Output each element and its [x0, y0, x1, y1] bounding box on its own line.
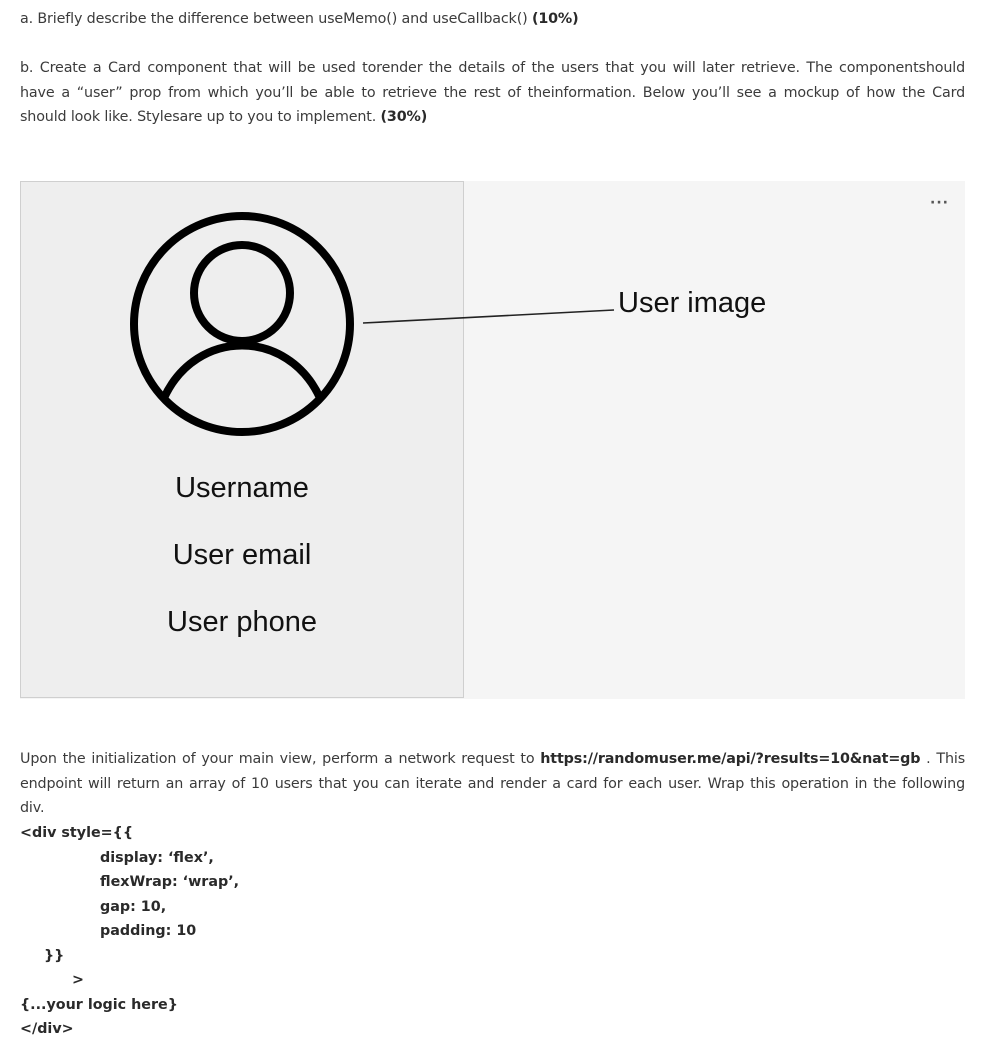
code-line-1: <div style={{ — [20, 825, 134, 841]
question-b — [20, 56, 965, 130]
question-c-text-end: . This — [920, 751, 965, 767]
code-line-4: gap: 10, — [100, 899, 167, 915]
question-c-line-1 — [20, 747, 965, 772]
question-b-line-3-text: should look like. Stylesare up to you to implement. — [20, 109, 381, 126]
card-phone: User phone — [167, 606, 317, 638]
code-line-3: flexWrap: ‘wrap’, — [100, 874, 240, 890]
code-line-5: padding: 10 — [100, 923, 197, 939]
question-c — [20, 747, 965, 821]
question-a-text: a. Briefly describe the difference between useMemo() and useCallback() — [20, 11, 532, 27]
callout-line — [20, 181, 965, 699]
question-c-text: Upon the initialization of your main view, perform a network request to — [20, 751, 541, 767]
code-line-2: display: ‘flex’, — [100, 850, 214, 866]
card-mockup-image — [20, 181, 965, 699]
user-image-callout: User image — [618, 287, 767, 319]
question-b-line-1: b. Create a Card component that will be used torender the details of the users that you will later retrieve. The componentshould — [20, 60, 965, 76]
code-line-8: {...your logic here} — [20, 997, 178, 1013]
question-a-weight: (10%) — [531, 11, 579, 27]
question-b-line-3 — [20, 105, 965, 130]
question-b-weight: (30%) — [380, 109, 428, 126]
code-line-6: }} — [44, 948, 65, 964]
card-email: User email — [172, 539, 312, 571]
question-b-line-2: have a “user” prop from which you’ll be able to retrieve the rest of theinformation. Below you’ll see a mockup of how the Card — [20, 84, 965, 101]
code-line-9: </div> — [20, 1021, 74, 1037]
question-a-line — [20, 7, 965, 32]
more-options-icon[interactable]: ··· — [930, 195, 949, 211]
card-username: Username — [175, 472, 309, 504]
question-c-line-2: endpoint will return an array of 10 users that you can iterate and render a card for each user. Wrap this operation in the following — [20, 775, 965, 792]
code-line-7: > — [72, 972, 84, 988]
question-a — [20, 7, 965, 32]
api-url: https://randomuser.me/api/?results=10&nat=gb — [540, 751, 921, 767]
question-c-line-3: div. — [20, 800, 45, 817]
